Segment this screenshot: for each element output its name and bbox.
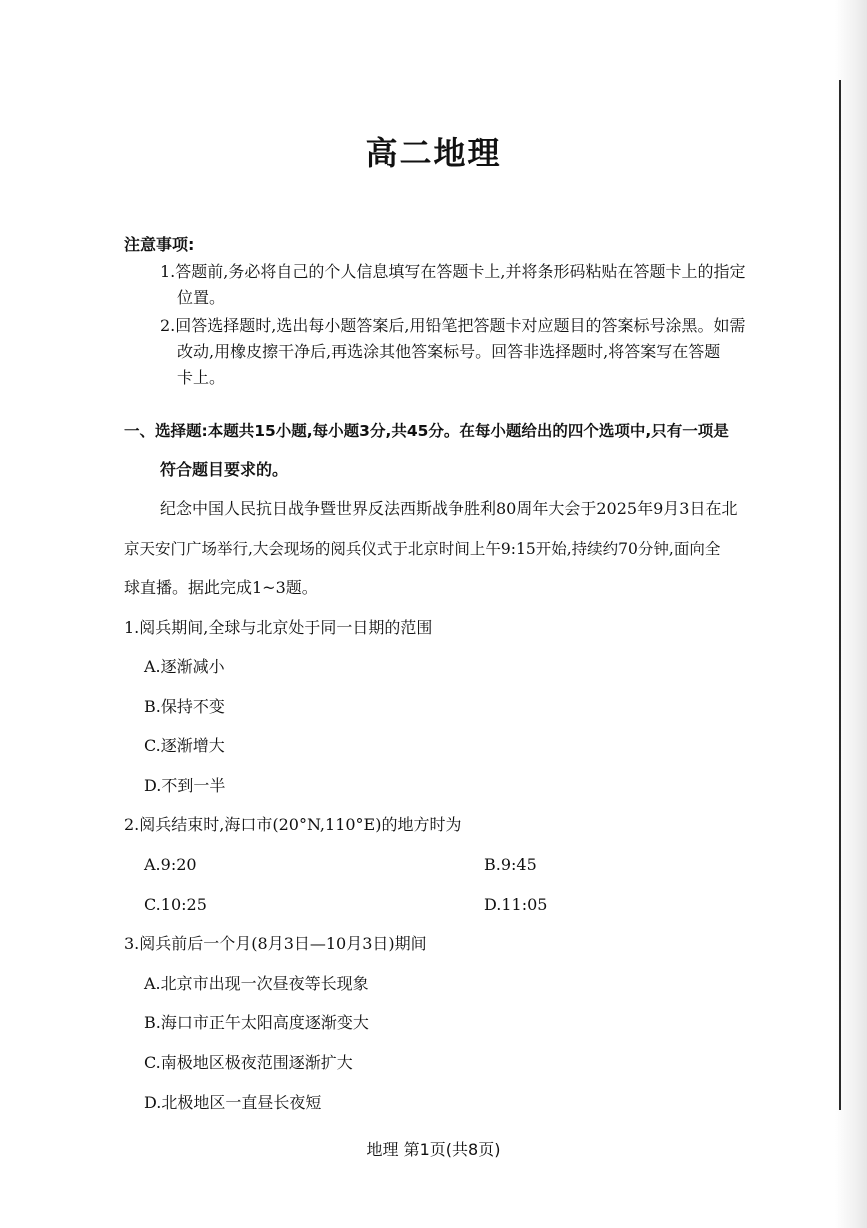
passage-line-2: 京天安门广场举行,大会现场的阅兵仪式于北京时间上午9:15开始,持续约70分钟,面向全 (124, 540, 721, 558)
section-1-heading-line-2: 符合题目要求的。 (160, 460, 289, 479)
notice-item-1-line-1: 1.答题前,务必将自己的个人信息填写在答题卡上,并将条形码粘贴在答题卡上的指定 (160, 262, 746, 281)
question-2-option-c: C.10:25 (144, 895, 207, 914)
scan-binding-line (839, 80, 841, 1110)
question-3-stem: 3.阅兵前后一个月(8月3日—10月3日)期间 (124, 934, 427, 953)
section-1-heading-line-1: 一、选择题:本题共15小题,每小题3分,共45分。在每小题给出的四个选项中,只有一项是 (124, 422, 729, 440)
question-1-option-d: D.不到一半 (144, 776, 226, 795)
notice-item-2-line-1: 2.回答选择题时,选出每小题答案后,用铅笔把答题卡对应题目的答案标号涂黑。如需 (160, 316, 746, 335)
question-2-option-b: B.9:45 (484, 855, 537, 874)
question-3-option-a: A.北京市出现一次昼夜等长现象 (144, 974, 369, 993)
notice-item-2-line-3: 卡上。 (177, 368, 226, 387)
question-2-option-d: D.11:05 (484, 895, 548, 914)
question-2-option-a: A.9:20 (144, 855, 197, 874)
question-1-stem: 1.阅兵期间,全球与北京处于同一日期的范围 (124, 618, 433, 637)
notice-item-1-line-2: 位置。 (177, 288, 226, 307)
question-1-option-c: C.逐渐增大 (144, 736, 225, 755)
notice-item-2-line-2: 改动,用橡皮擦干净后,再选涂其他答案标号。回答非选择题时,将答案写在答题 (177, 342, 721, 361)
passage-line-3: 球直播。据此完成1~3题。 (124, 578, 318, 597)
page-title: 高二地理 (365, 134, 502, 172)
question-3-option-c: C.南极地区极夜范围逐渐扩大 (144, 1053, 353, 1072)
question-2-stem: 2.阅兵结束时,海口市(20°N,110°E)的地方时为 (124, 815, 462, 834)
notice-heading: 注意事项: (124, 235, 195, 254)
question-3-option-b: B.海口市正午太阳高度逐渐变大 (144, 1013, 369, 1032)
question-1-option-a: A.逐渐减小 (144, 657, 225, 676)
question-3-option-d: D.北极地区一直昼长夜短 (144, 1093, 322, 1112)
question-1-option-b: B.保持不变 (144, 697, 225, 716)
passage-line-1: 纪念中国人民抗日战争暨世界反法西斯战争胜利80周年大会于2025年9月3日在北 (160, 499, 738, 518)
page-footer: 地理 第1页(共8页) (366, 1140, 501, 1159)
